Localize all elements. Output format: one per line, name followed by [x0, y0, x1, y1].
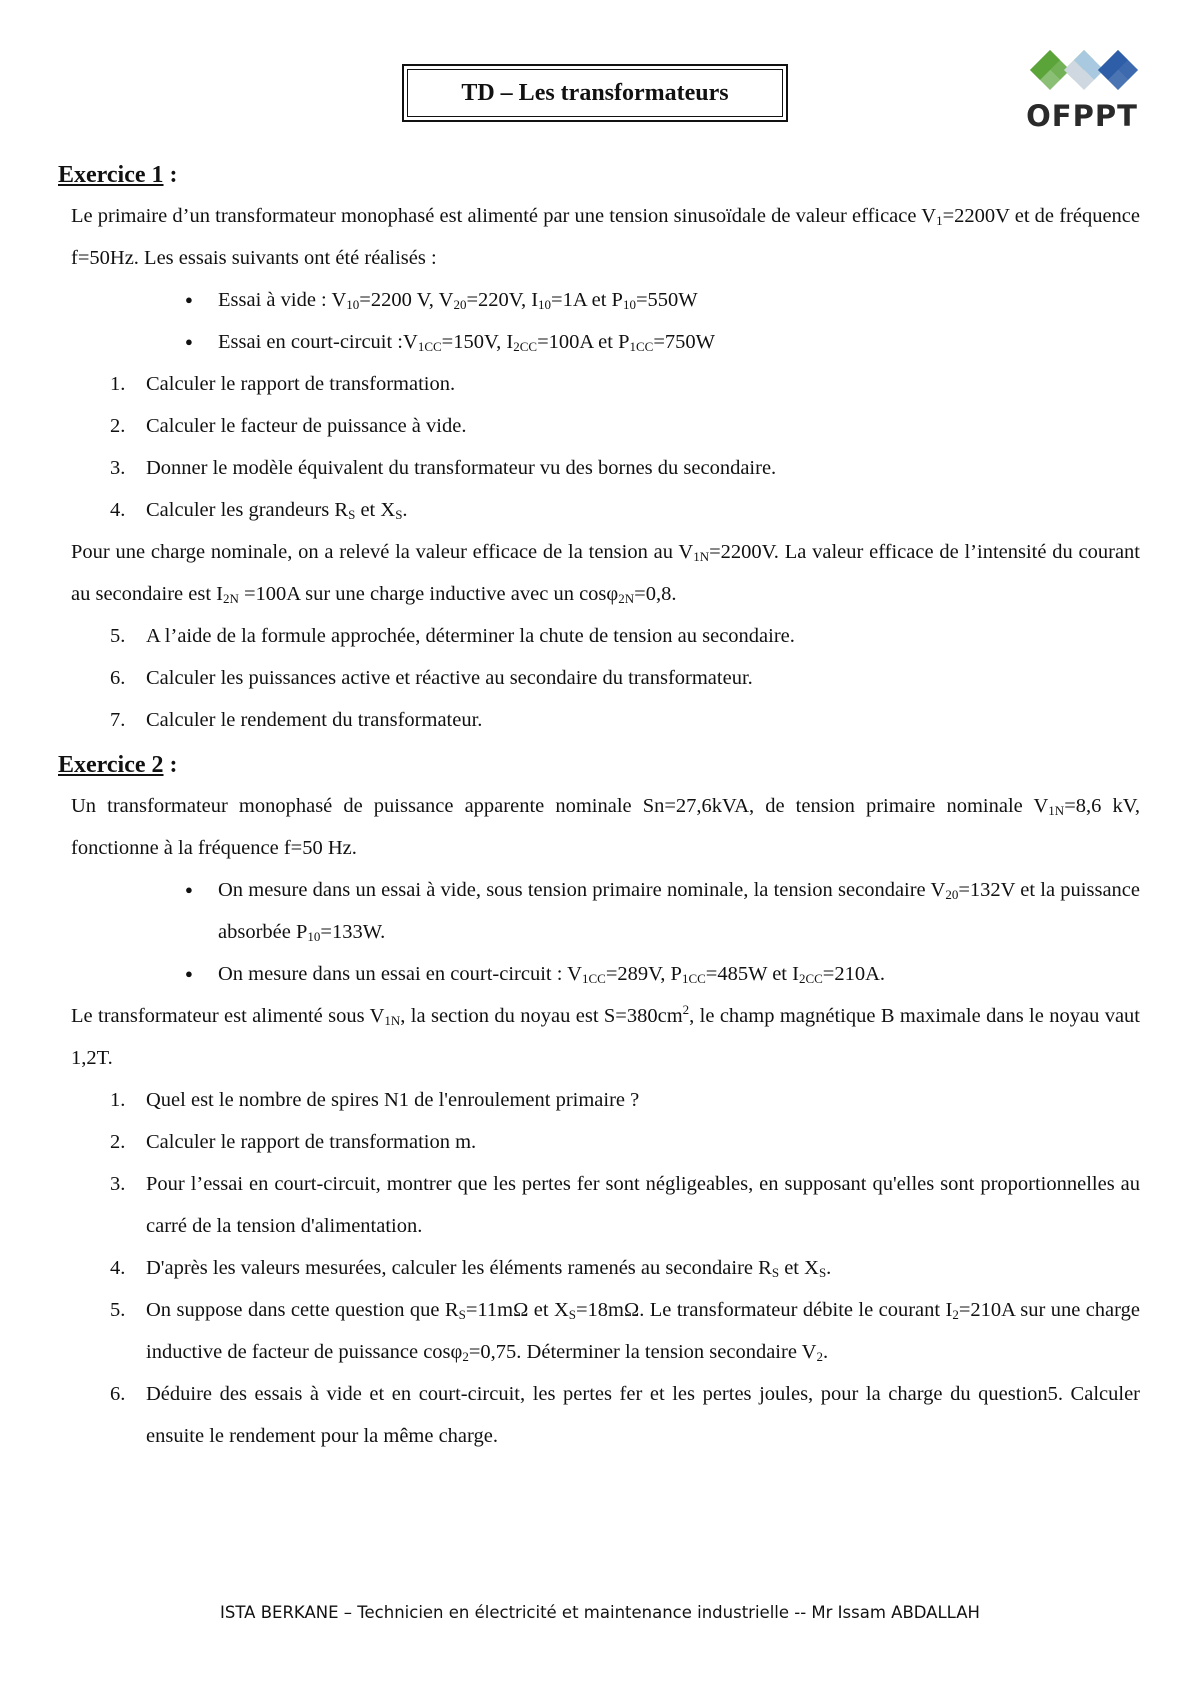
list-item: ● Essai en court-circuit $:V_{1CC}=150V$, $I_{2CC}=100A$ et $P_{1CC}=750W$ [218, 321, 1140, 363]
exercise-2-title: Exercice 2 : [58, 752, 178, 778]
page-title: TD – Les transformateurs [402, 64, 788, 122]
exercise-1-title: Exercice 1 : [58, 162, 178, 188]
logo-text: OFPPT [1026, 99, 1138, 133]
question-item: 6. Calculer les puissances active et réactive au secondaire du transformateur. [110, 667, 753, 689]
exercise-1-load-paragraph: Pour une charge nominale, on a relevé la valeur efficace de la tension au $V_{1N}=2200V$. La valeur efficace de l’intensité du courant au secondaire est $I_{2N} =100A$ sur une charge inductive avec un cosφ$_{2N}$=0,8. [71, 541, 1140, 606]
question-item: 2. Calculer le rapport de transformation m. [110, 1131, 477, 1153]
exercise-2-intro: Un transformateur monophasé de puissance apparente nominale Sn=27,6kVA, de tension primaire nominale $V_{1N}=8,6$ kV, fonctionne à la fréquence f=50 Hz. [71, 795, 1140, 859]
logo-emblem [1030, 50, 1138, 90]
question-item: 4. D'après les valeurs mesurées, calculer les éléments ramenés au secondaire $R_S$ et $X_S$. [110, 1257, 832, 1280]
ofppt-logo [1020, 40, 1144, 136]
question-item: 3. Pour l’essai en court-circuit, montrer que les pertes fer sont négligeables, en supposant qu'elles sont proportionnelles au carré de la tension d'alimentation. [110, 1173, 1140, 1237]
exercise-2-tests-list [58, 869, 1140, 995]
exercise-1-intro: Le primaire d’un transformateur monophasé est alimenté par une tension sinusoïdale de valeur efficace $V_1=2200V$ et de fréquence f=50Hz. Les essais suivants ont été réalisés : [71, 205, 1140, 269]
page-footer: ISTA BERKANE – Technicien en électricité et maintenance industrielle -- Mr Issam ABDALLAH [220, 1603, 980, 1622]
list-item: ● On mesure dans un essai à vide, sous tension primaire nominale, la tension secondaire $V_{20}=132V$ et la puissance absorbée $P_{10}=133W$. [218, 869, 1140, 953]
exercise-2-title-word: Exercice 2 [58, 752, 164, 778]
question-item: 7. Calculer le rendement du transformateur. [110, 709, 483, 731]
question-item: 5. A l’aide de la formule approchée, déterminer la chute de tension au secondaire. [110, 625, 795, 647]
question-item: 6. Déduire des essais à vide et en court-circuit, les pertes fer et les pertes joules, pour la charge du question5. Calculer ensuite le rendement pour la même charge. [110, 1383, 1140, 1447]
question-item: 1. Calculer le rapport de transformation. [110, 373, 456, 395]
question-item: 4. Calculer les grandeurs $R_S$ et $X_S$. [110, 499, 408, 522]
question-item: 5. On suppose dans cette question que $R_S=11m\Omega$ et $X_S=18m\Omega$. Le transformateur débite le courant $I_2=210A$ sur une charge inductive de facteur de puissance cosφ$_2$=0,75. Déterminer la tension secondaire $V_2$. [110, 1299, 1140, 1364]
list-item: ● Essai à vide : $V_{10}=2200$ V, $V_{20}=220V$, $I_{10}=1A$ et $P_{10}=550W$ [218, 279, 1140, 321]
exercise-1-questions-b [58, 615, 1140, 741]
question-item: 1. Quel est le nombre de spires N1 de l'enroulement primaire ? [110, 1089, 640, 1111]
document-body [58, 155, 1140, 1457]
exercise-2-questions [58, 1079, 1140, 1457]
list-item: ● On mesure dans un essai en court-circuit : $V_{1CC}=289V$, $P_{1CC}=485W$ et $I_{2CC}=210A$. [218, 953, 1140, 995]
question-item: 2. Calculer le facteur de puissance à vide. [110, 415, 467, 437]
exercise-1-title-word: Exercice 1 [58, 162, 164, 188]
exercise-1-tests-list [58, 279, 1140, 363]
exercise-2-core-paragraph: Le transformateur est alimenté sous $V_{1N}$, la section du noyau est $S=380cm^2$, le champ magnétique B maximale dans le noyau vaut 1,2T. [71, 1002, 1140, 1069]
exercise-1-questions-a [58, 363, 1140, 531]
question-item: 3. Donner le modèle équivalent du transformateur vu des bornes du secondaire. [110, 457, 777, 479]
